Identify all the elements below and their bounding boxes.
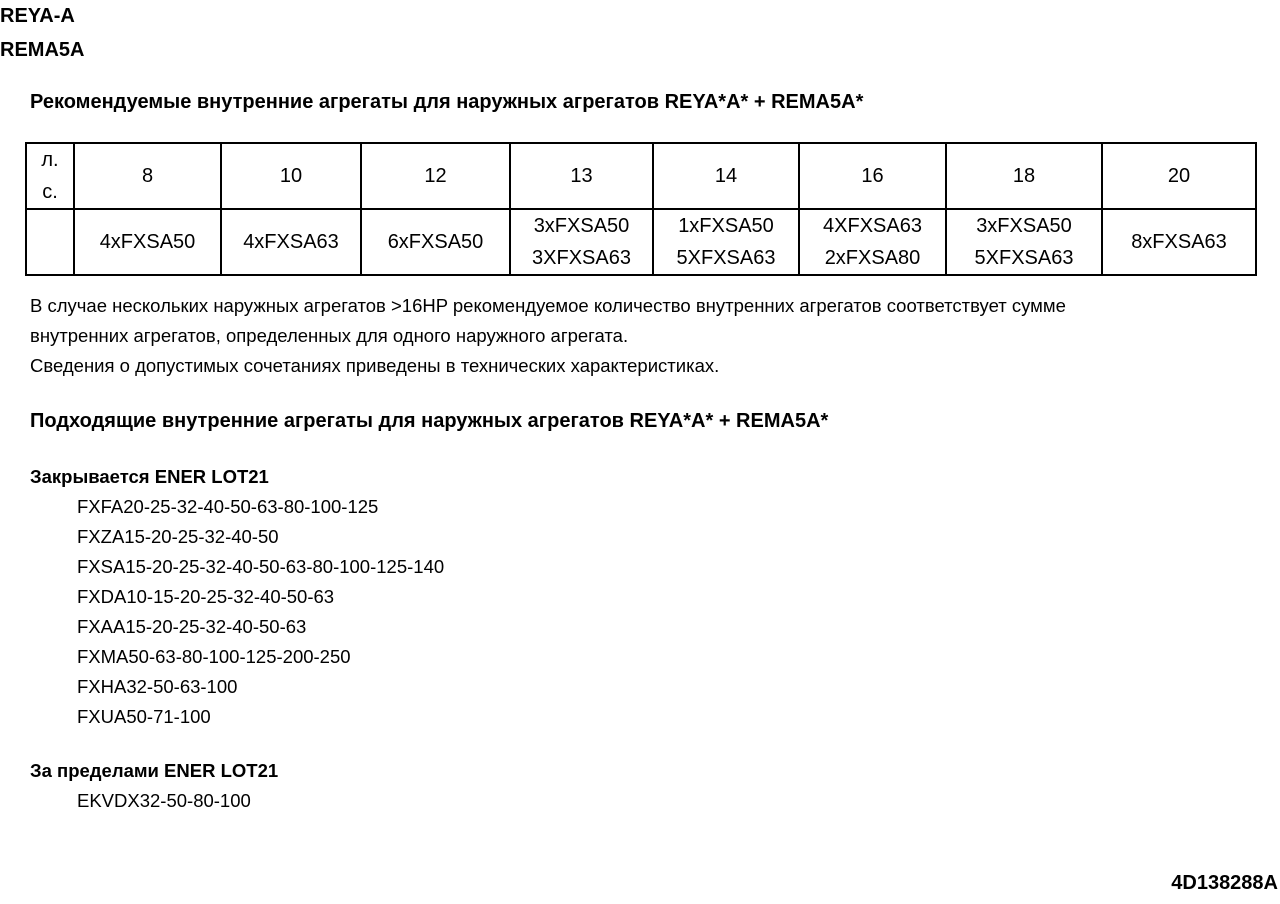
cell-line: 3xFXSA50	[976, 215, 1072, 237]
note-line: внутренних агрегатов, определенных для одного наружного агрегата.	[30, 325, 629, 346]
cell-line: 1xFXSA50	[678, 215, 774, 237]
table-row	[26, 209, 1256, 275]
list-item: EKVDX32-50-80-100	[77, 790, 251, 811]
column-header-hp: 18	[946, 143, 1102, 209]
list-item: FXZA15-20-25-32-40-50	[77, 526, 279, 547]
cell-line: 8xFXSA63	[1131, 231, 1227, 253]
cell-line: 2xFXSA80	[824, 247, 921, 269]
unit-label-cell	[26, 143, 74, 209]
suitable-section-title: Подходящие внутренние агрегаты для наружных агрегатов REYA*A* + REMA5A*	[30, 410, 829, 432]
list-item: FXAA15-20-25-32-40-50-63	[77, 616, 307, 637]
row-label-cell	[26, 209, 74, 275]
list-item: FXHA32-50-63-100	[77, 676, 238, 697]
column-header-hp: 12	[361, 143, 510, 209]
list-item: FXUA50-71-100	[77, 706, 211, 727]
cell-line: 5XFXSA63	[676, 247, 776, 269]
table-cell	[653, 209, 799, 275]
column-header-hp: 8	[74, 143, 221, 209]
model-line-reya: REYA-A	[0, 5, 75, 27]
cell-line: 4xFXSA50	[99, 231, 196, 253]
unit-list-lot21-outside	[77, 786, 251, 816]
column-header-hp: 10	[221, 143, 361, 209]
cell-line: 5XFXSA63	[974, 247, 1074, 269]
cell-line: 4xFXSA63	[243, 231, 339, 253]
list-item: FXDA10-15-20-25-32-40-50-63	[77, 586, 335, 607]
table-header-row	[26, 143, 1256, 209]
table-cell	[799, 209, 946, 275]
column-header-hp: 20	[1102, 143, 1256, 209]
unit-label-line: с.	[42, 181, 58, 203]
recommended-section-title: Рекомендуемые внутренние агрегаты для наружных агрегатов REYA*A* + REMA5A*	[30, 91, 864, 113]
table-cell	[74, 209, 221, 275]
table-cell	[946, 209, 1102, 275]
table-cell	[221, 209, 361, 275]
unit-list-lot21-covered	[77, 492, 444, 732]
recommended-units-table	[25, 142, 1257, 276]
unit-label-line: л.	[41, 149, 59, 171]
group-title-lot21-covered: Закрывается ENER LOT21	[30, 466, 269, 487]
note-line: Сведения о допустимых сочетаниях приведены в технических характеристиках.	[30, 355, 720, 376]
list-item: FXFA20-25-32-40-50-63-80-100-125	[77, 496, 379, 517]
list-item: FXMA50-63-80-100-125-200-250	[77, 646, 351, 667]
note-line: В случае нескольких наружных агрегатов >16HP рекомендуемое количество внутренних агрегатов соответствует сумме	[30, 295, 1066, 316]
cell-line: 4XFXSA63	[823, 215, 922, 237]
column-header-hp: 16	[799, 143, 946, 209]
column-header-hp: 14	[653, 143, 799, 209]
list-item: FXSA15-20-25-32-40-50-63-80-100-125-140	[77, 556, 445, 577]
cell-line: 3xFXSA50	[533, 215, 630, 237]
group-title-lot21-outside: За пределами ENER LOT21	[30, 760, 279, 781]
cell-line: 3XFXSA63	[532, 247, 631, 269]
table-cell	[1102, 209, 1256, 275]
model-line-rema: REMA5A	[0, 39, 85, 61]
table-cell	[361, 209, 510, 275]
cell-line: 6xFXSA50	[387, 231, 484, 253]
table-cell	[510, 209, 653, 275]
document-code: 4D138288A	[1171, 872, 1278, 894]
column-header-hp: 13	[510, 143, 653, 209]
